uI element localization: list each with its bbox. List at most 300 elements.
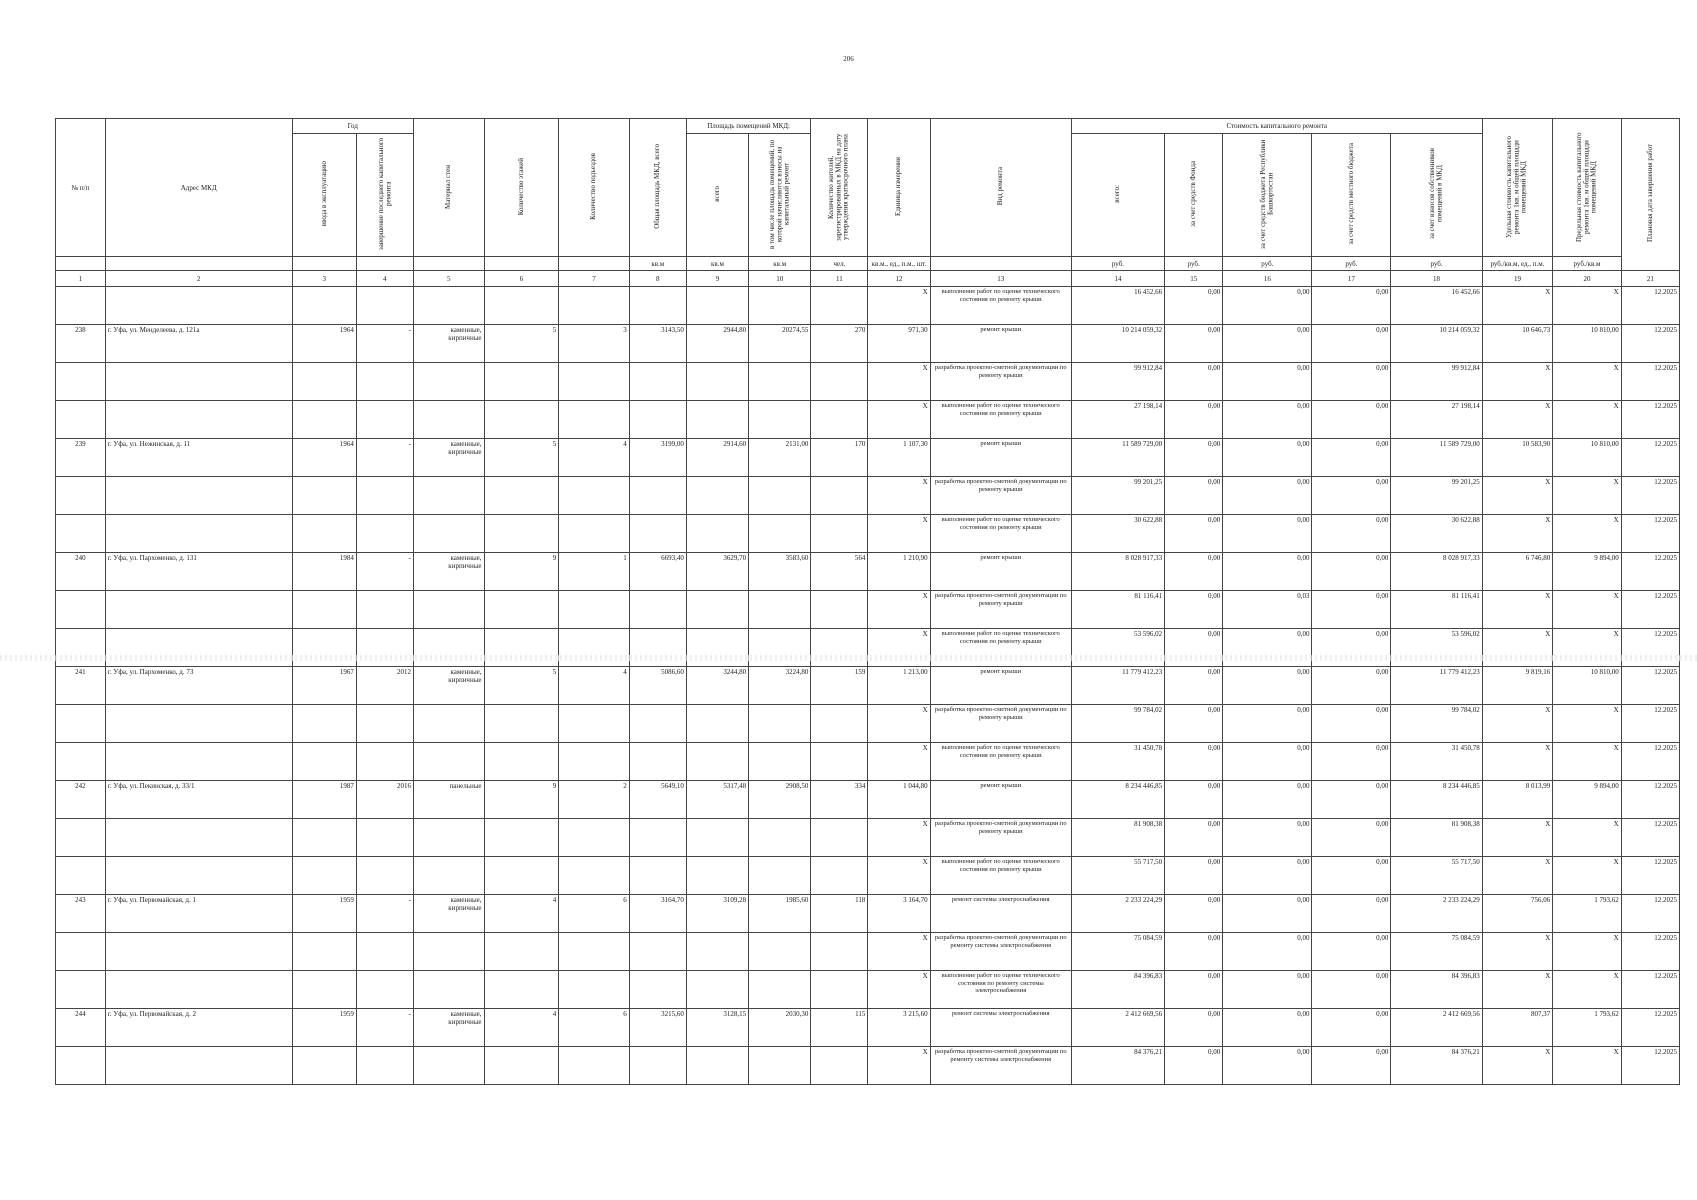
header-premises-group: Площадь помещений МКД: (686, 119, 811, 134)
cell-t: 30 622,88 (1071, 515, 1164, 553)
cell-work: ремонт крыши (930, 781, 1071, 819)
cell-uc: X (1482, 363, 1553, 401)
cell-fl (484, 933, 559, 971)
units-row (56, 257, 1680, 271)
cell-a9 (686, 401, 748, 439)
cell-u: X (868, 705, 930, 743)
cell-f: 0,00 (1165, 363, 1223, 401)
cell-a10 (749, 591, 811, 629)
cell-work: выполнение работ по оценке технического состояния по ремонту крыши (930, 401, 1071, 439)
cell-t: 8 234 446,85 (1071, 781, 1164, 819)
cell-res (811, 857, 868, 895)
cell-t: 31 450,78 (1071, 743, 1164, 781)
table-row (56, 857, 1680, 895)
cell-work: выполнение работ по оценке технического состояния по ремонту системы электроснабжения (930, 971, 1071, 1009)
cell-a10 (749, 287, 811, 325)
cell-a9: 3629,70 (686, 553, 748, 591)
table-row (56, 515, 1680, 553)
cell-en: 4 (559, 667, 630, 705)
cell-fl: 5 (484, 439, 559, 477)
cell-ow: 55 717,50 (1391, 857, 1482, 895)
cell-addr: г. Уфа, ул. Пекинская, д. 33/1 (105, 781, 292, 819)
cell-t: 81 908,38 (1071, 819, 1164, 857)
header-year-group: Год (292, 119, 413, 134)
cell-addr (105, 363, 292, 401)
cell-mc: X (1553, 1047, 1621, 1085)
cell-t: 75 084,59 (1071, 933, 1164, 971)
cell-y1: 1959 (292, 1009, 356, 1047)
cell-u: X (868, 819, 930, 857)
cell-y1 (292, 743, 356, 781)
cell-mat: каменные, кирпичные (413, 667, 484, 705)
cell-y2 (356, 477, 413, 515)
col-number: 5 (413, 271, 484, 287)
cell-fl (484, 971, 559, 1009)
cell-mat (413, 705, 484, 743)
cell-t: 55 717,50 (1071, 857, 1164, 895)
cell-lb: 0,00 (1312, 971, 1391, 1009)
cell-no (56, 857, 106, 895)
cell-rb: 0,00 (1223, 1009, 1312, 1047)
cell-a8 (629, 857, 686, 895)
cell-res (811, 591, 868, 629)
cell-a9 (686, 857, 748, 895)
cell-y2: 2016 (356, 781, 413, 819)
cell-a9 (686, 819, 748, 857)
cell-rb: 0,00 (1223, 363, 1312, 401)
cell-mc: X (1553, 705, 1621, 743)
cell-a10 (749, 401, 811, 439)
cell-addr (105, 515, 292, 553)
cell-en (559, 819, 630, 857)
cell-mc: X (1553, 971, 1621, 1009)
unit-cell: кв.м (749, 257, 811, 271)
cell-uc: X (1482, 515, 1553, 553)
cell-rb: 0,00 (1223, 895, 1312, 933)
cell-work: разработка проектно-сметной документации по ремонту крыши (930, 591, 1071, 629)
cell-uc: 807,37 (1482, 1009, 1553, 1047)
cell-addr: г. Уфа, ул. Первомайская, д. 2 (105, 1009, 292, 1047)
unit-cell: кв.м., ед., п.м., шт. (868, 257, 930, 271)
cell-work: ремонт крыши (930, 325, 1071, 363)
cell-uc: X (1482, 857, 1553, 895)
cell-no (56, 515, 106, 553)
col-number: 8 (629, 271, 686, 287)
header-no: № п/п (56, 119, 106, 257)
cell-y1 (292, 515, 356, 553)
cell-ow: 31 450,78 (1391, 743, 1482, 781)
cell-a10: 2908,50 (749, 781, 811, 819)
cell-f: 0,00 (1165, 781, 1223, 819)
cell-addr (105, 1047, 292, 1085)
cell-fl: 4 (484, 1009, 559, 1047)
cell-lb: 0,00 (1312, 933, 1391, 971)
cell-f: 0,00 (1165, 857, 1223, 895)
capital-repair-table (55, 118, 1680, 1085)
table-row (56, 287, 1680, 325)
cell-u: X (868, 629, 930, 667)
header-cost-group: Стоимость капитального ремонта (1071, 119, 1482, 134)
cell-lb: 0,00 (1312, 591, 1391, 629)
cell-en (559, 401, 630, 439)
cell-y2 (356, 363, 413, 401)
cell-uc: X (1482, 629, 1553, 667)
cell-a10: 3224,80 (749, 667, 811, 705)
cell-mat (413, 591, 484, 629)
cell-d: 12.2025 (1621, 781, 1679, 819)
header-cost-fund: за счет средств Фонда (1165, 134, 1223, 257)
cell-work: ремонт крыши (930, 553, 1071, 591)
cell-u: X (868, 1047, 930, 1085)
col-number: 17 (1312, 271, 1391, 287)
unit-cell: руб. (1312, 257, 1391, 271)
cell-a9: 3244,80 (686, 667, 748, 705)
cell-fl: 5 (484, 325, 559, 363)
cell-uc: 6 746,80 (1482, 553, 1553, 591)
cell-mc: X (1553, 629, 1621, 667)
cell-addr (105, 705, 292, 743)
cell-a8 (629, 363, 686, 401)
cell-a8 (629, 477, 686, 515)
cell-work: ремонт системы электроснабжения (930, 1009, 1071, 1047)
header-wall-material: Материал стен (413, 119, 484, 257)
cell-f: 0,00 (1165, 1047, 1223, 1085)
cell-y2: - (356, 1009, 413, 1047)
cell-mat (413, 933, 484, 971)
cell-t: 8 028 917,33 (1071, 553, 1164, 591)
cell-a9 (686, 287, 748, 325)
cell-u: X (868, 401, 930, 439)
cell-a10 (749, 477, 811, 515)
cell-ow: 81 908,38 (1391, 819, 1482, 857)
cell-y2: - (356, 439, 413, 477)
cell-a10 (749, 515, 811, 553)
column-numbers-row (56, 271, 1680, 287)
cell-d: 12.2025 (1621, 629, 1679, 667)
cell-a8: 6693,40 (629, 553, 686, 591)
cell-d: 12.2025 (1621, 971, 1679, 1009)
cell-a10 (749, 857, 811, 895)
cell-lb: 0,00 (1312, 439, 1391, 477)
cell-a9 (686, 591, 748, 629)
cell-y1 (292, 819, 356, 857)
cell-uc: 756,06 (1482, 895, 1553, 933)
cell-lb: 0,00 (1312, 553, 1391, 591)
header-residents: Количество жителей, зарегистрированных в МКД на дату утверждения краткосрочного плана (811, 119, 868, 257)
table-row (56, 1009, 1680, 1047)
header-cost-republic: за счет средств бюджета Республики Башкортостан (1223, 134, 1312, 257)
cell-addr: г. Уфа, ул. Нежинская, д. 11 (105, 439, 292, 477)
cell-uc: X (1482, 591, 1553, 629)
col-number: 18 (1391, 271, 1482, 287)
cell-u: X (868, 591, 930, 629)
cell-lb: 0,00 (1312, 401, 1391, 439)
cell-en: 2 (559, 781, 630, 819)
table-row (56, 895, 1680, 933)
cell-ow: 99 912,84 (1391, 363, 1482, 401)
header-planned-date: Плановая дата завершения работ (1621, 119, 1679, 271)
cell-t: 27 198,14 (1071, 401, 1164, 439)
cell-en (559, 515, 630, 553)
cell-d: 12.2025 (1621, 477, 1679, 515)
cell-t: 99 784,02 (1071, 705, 1164, 743)
header-address: Адрес МКД (105, 119, 292, 257)
cell-mc: X (1553, 287, 1621, 325)
cell-no: 243 (56, 895, 106, 933)
cell-en: 1 (559, 553, 630, 591)
cell-t: 84 396,83 (1071, 971, 1164, 1009)
header-entrances: Количество подъездов (559, 119, 630, 257)
cell-u: 1 210,90 (868, 553, 930, 591)
cell-mc: X (1553, 819, 1621, 857)
cell-rb: 0,00 (1223, 743, 1312, 781)
cell-no (56, 971, 106, 1009)
cell-no (56, 477, 106, 515)
cell-y2 (356, 1047, 413, 1085)
cell-d: 12.2025 (1621, 363, 1679, 401)
cell-res: 270 (811, 325, 868, 363)
cell-ow: 27 198,14 (1391, 401, 1482, 439)
cell-addr (105, 819, 292, 857)
cell-ow: 75 084,59 (1391, 933, 1482, 971)
cell-lb: 0,00 (1312, 1047, 1391, 1085)
header-premises-total: всего (686, 134, 748, 257)
cell-a8 (629, 401, 686, 439)
cell-f: 0,00 (1165, 515, 1223, 553)
cell-f: 0,00 (1165, 895, 1223, 933)
cell-d: 12.2025 (1621, 705, 1679, 743)
cell-mc: X (1553, 477, 1621, 515)
cell-work: выполнение работ по оценке технического состояния по ремонту крыши (930, 515, 1071, 553)
header-total-area: Общая площадь МКД, всего (629, 119, 686, 257)
cell-rb: 0,00 (1223, 933, 1312, 971)
cell-lb: 0,00 (1312, 477, 1391, 515)
cell-mc: X (1553, 933, 1621, 971)
cell-rb: 0,00 (1223, 705, 1312, 743)
unit-cell: руб./кв.м, ед., п.м. (1482, 257, 1553, 271)
cell-en (559, 363, 630, 401)
cell-no (56, 743, 106, 781)
cell-mc: X (1553, 857, 1621, 895)
cell-rb: 0,00 (1223, 401, 1312, 439)
cell-no (56, 591, 106, 629)
cell-fl: 9 (484, 553, 559, 591)
cell-lb: 0,00 (1312, 857, 1391, 895)
cell-res (811, 819, 868, 857)
cell-fl (484, 515, 559, 553)
cell-lb: 0,00 (1312, 895, 1391, 933)
cell-f: 0,00 (1165, 401, 1223, 439)
cell-t: 84 376,21 (1071, 1047, 1164, 1085)
cell-y2: - (356, 325, 413, 363)
cell-no: 238 (56, 325, 106, 363)
cell-y2 (356, 857, 413, 895)
cell-no (56, 819, 106, 857)
cell-y2 (356, 933, 413, 971)
cell-y2 (356, 591, 413, 629)
table-row (56, 477, 1680, 515)
cell-lb: 0,00 (1312, 363, 1391, 401)
cell-uc: X (1482, 287, 1553, 325)
col-number: 20 (1553, 271, 1621, 287)
cell-fl (484, 287, 559, 325)
table-row (56, 591, 1680, 629)
cell-mc: 10 810,00 (1553, 325, 1621, 363)
cell-mc: X (1553, 401, 1621, 439)
cell-res: 334 (811, 781, 868, 819)
cell-a8 (629, 819, 686, 857)
cell-y2: - (356, 553, 413, 591)
col-number: 6 (484, 271, 559, 287)
cell-y1 (292, 1047, 356, 1085)
cell-d: 12.2025 (1621, 401, 1679, 439)
cell-u: 1 044,80 (868, 781, 930, 819)
cell-res (811, 1047, 868, 1085)
cell-no (56, 1047, 106, 1085)
cell-res (811, 705, 868, 743)
cell-work: ремонт крыши (930, 667, 1071, 705)
scan-artifact-line (0, 655, 1697, 661)
header-work-type: Вид ремонта (930, 119, 1071, 257)
cell-lb: 0,00 (1312, 705, 1391, 743)
unit-cell: руб. (1391, 257, 1482, 271)
cell-res (811, 477, 868, 515)
cell-rb: 0,00 (1223, 287, 1312, 325)
header-max-cost: Предельная стоимость капитального ремонта 1кв. м общей площади помещений МКД (1553, 119, 1621, 257)
cell-addr: г. Уфа, ул. Первомайская, д. 1 (105, 895, 292, 933)
cell-work: выполнение работ по оценке технического состояния по ремонту крыши (930, 743, 1071, 781)
table-row (56, 553, 1680, 591)
cell-y1 (292, 287, 356, 325)
cell-work: разработка проектно-сметной документации по ремонту крыши (930, 477, 1071, 515)
cell-en (559, 971, 630, 1009)
cell-y1 (292, 591, 356, 629)
cell-rb: 0,03 (1223, 591, 1312, 629)
cell-u: X (868, 857, 930, 895)
cell-mat (413, 971, 484, 1009)
cell-y2 (356, 743, 413, 781)
cell-a10 (749, 363, 811, 401)
cell-a9 (686, 705, 748, 743)
col-number: 14 (1071, 271, 1164, 287)
cell-addr (105, 743, 292, 781)
cell-a9: 2944,80 (686, 325, 748, 363)
col-number: 10 (749, 271, 811, 287)
cell-en (559, 477, 630, 515)
cell-a10: 2131,00 (749, 439, 811, 477)
cell-ow: 84 396,83 (1391, 971, 1482, 1009)
table-row (56, 1047, 1680, 1085)
cell-a8: 5649,10 (629, 781, 686, 819)
cell-en (559, 1047, 630, 1085)
cell-t: 2 233 224,29 (1071, 895, 1164, 933)
cell-res: 564 (811, 553, 868, 591)
cell-t: 11 589 729,00 (1071, 439, 1164, 477)
col-number: 1 (56, 271, 106, 287)
cell-y1: 1964 (292, 439, 356, 477)
cell-a8: 3215,60 (629, 1009, 686, 1047)
cell-en (559, 933, 630, 971)
cell-y1: 1959 (292, 895, 356, 933)
cell-ow: 2 233 224,29 (1391, 895, 1482, 933)
cell-y2 (356, 705, 413, 743)
cell-lb: 0,00 (1312, 1009, 1391, 1047)
cell-mc: 10 810,00 (1553, 667, 1621, 705)
col-number: 12 (868, 271, 930, 287)
col-number: 13 (930, 271, 1071, 287)
cell-no: 239 (56, 439, 106, 477)
cell-ow: 53 596,02 (1391, 629, 1482, 667)
cell-d: 12.2025 (1621, 553, 1679, 591)
cell-lb: 0,00 (1312, 781, 1391, 819)
cell-y1 (292, 933, 356, 971)
cell-mat: каменные, кирпичные (413, 325, 484, 363)
cell-f: 0,00 (1165, 439, 1223, 477)
cell-u: X (868, 743, 930, 781)
cell-uc: X (1482, 933, 1553, 971)
cell-a9 (686, 1047, 748, 1085)
cell-work: разработка проектно-сметной документации по ремонту крыши (930, 819, 1071, 857)
cell-d: 12.2025 (1621, 287, 1679, 325)
cell-d: 12.2025 (1621, 325, 1679, 363)
cell-rb: 0,00 (1223, 477, 1312, 515)
cell-a8 (629, 591, 686, 629)
cell-ow: 84 376,21 (1391, 1047, 1482, 1085)
cell-mc: 1 793,62 (1553, 895, 1621, 933)
cell-res (811, 287, 868, 325)
cell-u: 1 107,30 (868, 439, 930, 477)
cell-mat (413, 857, 484, 895)
cell-addr (105, 401, 292, 439)
table-row (56, 667, 1680, 705)
unit-cell: руб. (1071, 257, 1164, 271)
cell-uc: X (1482, 743, 1553, 781)
cell-mc: 10 810,00 (1553, 439, 1621, 477)
cell-f: 0,00 (1165, 743, 1223, 781)
cell-en: 4 (559, 439, 630, 477)
cell-ow: 81 116,41 (1391, 591, 1482, 629)
cell-fl: 4 (484, 895, 559, 933)
cell-f: 0,00 (1165, 553, 1223, 591)
cell-d: 12.2025 (1621, 933, 1679, 971)
cell-mc: 9 894,00 (1553, 781, 1621, 819)
cell-rb: 0,00 (1223, 819, 1312, 857)
cell-t: 10 214 059,32 (1071, 325, 1164, 363)
cell-fl (484, 819, 559, 857)
cell-res (811, 363, 868, 401)
cell-addr: г. Уфа, ул. Пархоменко, д. 131 (105, 553, 292, 591)
cell-no (56, 287, 106, 325)
cell-addr (105, 591, 292, 629)
cell-d: 12.2025 (1621, 591, 1679, 629)
col-number: 2 (105, 271, 292, 287)
table-row (56, 325, 1680, 363)
cell-t: 99 912,84 (1071, 363, 1164, 401)
cell-lb: 0,00 (1312, 515, 1391, 553)
cell-d: 12.2025 (1621, 1047, 1679, 1085)
table-header (56, 119, 1680, 287)
cell-uc: X (1482, 705, 1553, 743)
cell-f: 0,00 (1165, 477, 1223, 515)
cell-ow: 8 028 917,33 (1391, 553, 1482, 591)
cell-ow: 99 784,02 (1391, 705, 1482, 743)
col-number: 16 (1223, 271, 1312, 287)
cell-mc: X (1553, 515, 1621, 553)
cell-a9: 5317,48 (686, 781, 748, 819)
cell-y2 (356, 971, 413, 1009)
cell-y1 (292, 363, 356, 401)
cell-rb: 0,00 (1223, 857, 1312, 895)
